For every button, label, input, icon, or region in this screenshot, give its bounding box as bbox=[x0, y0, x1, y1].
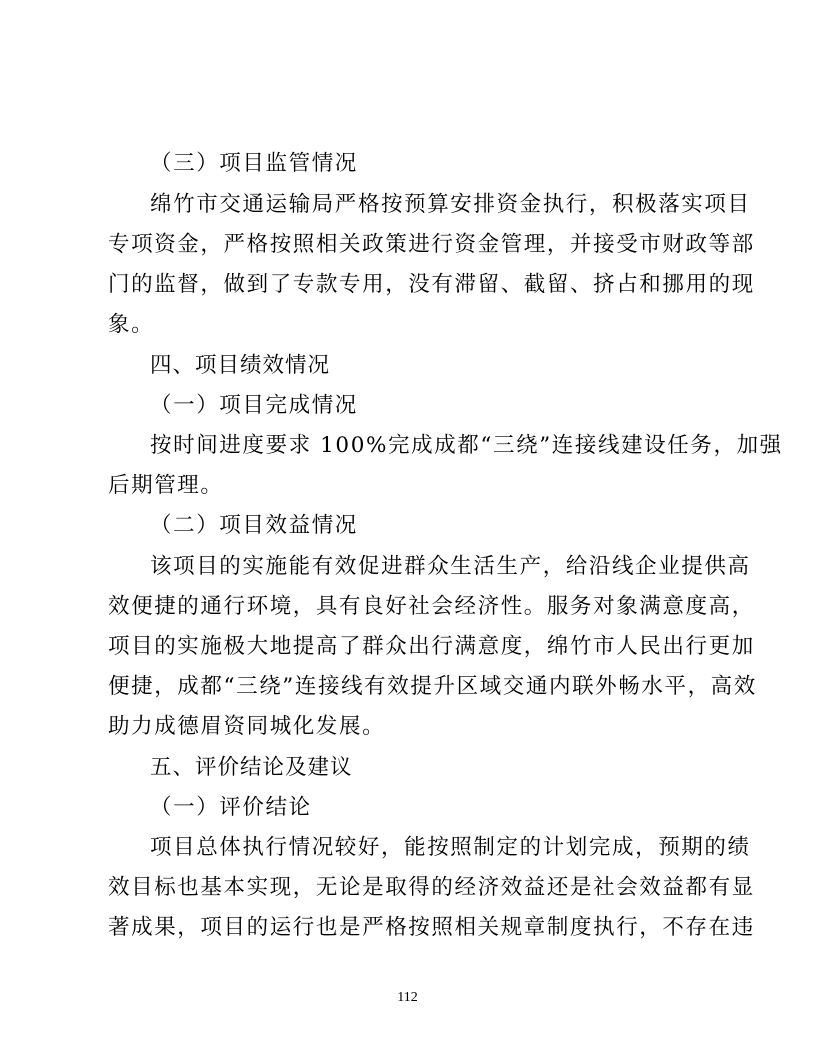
paragraph-line: 象。 bbox=[108, 312, 155, 337]
paragraph-line: 后期管理。 bbox=[108, 473, 224, 498]
paragraph-line: 著成果，项目的运行也是严格按照相关规章制度执行，不存在违 bbox=[108, 915, 755, 940]
paragraph-line: 绵竹市交通运输局严格按预算安排资金执行，积极落实项目 bbox=[150, 192, 751, 217]
heading-project-performance: 四、项目绩效情况 bbox=[150, 353, 331, 378]
paragraph-line: 助力成德眉资同城化发展。 bbox=[108, 714, 386, 739]
paragraph-line: 效便捷的通行环境，具有良好社会经济性。服务对象满意度高， bbox=[108, 594, 755, 619]
subheading-project-supervision: （三）项目监管情况 bbox=[150, 151, 358, 176]
paragraph-line: 效目标也基本实现，无论是取得的经济效益还是社会效益都有显 bbox=[108, 875, 755, 900]
paragraph-line: 项目总体执行情况较好，能按照制定的计划完成，预期的绩 bbox=[150, 835, 751, 860]
paragraph-line: 该项目的实施能有效促进群众生活生产，给沿线企业提供高 bbox=[150, 554, 751, 579]
page-number: 112 bbox=[397, 990, 418, 1005]
paragraph-line: 便捷，成都“三绕”连接线有效提升区域交通内联外畅水平，高效 bbox=[108, 674, 757, 699]
paragraph-line: 门的监督，做到了专款专用，没有滞留、截留、挤占和挪用的现 bbox=[108, 272, 755, 297]
paragraph-line: 按时间进度要求 100%完成成都“三绕”连接线建设任务，加强 bbox=[150, 433, 783, 458]
subheading-project-benefits: （二）项目效益情况 bbox=[150, 513, 358, 538]
subheading-evaluation-conclusion: （一）评价结论 bbox=[150, 795, 312, 820]
heading-evaluation-conclusions: 五、评价结论及建议 bbox=[150, 755, 353, 780]
paragraph-line: 专项资金，严格按照相关政策进行资金管理，并接受市财政等部 bbox=[108, 232, 755, 257]
paragraph-line: 项目的实施极大地提高了群众出行满意度，绵竹市人民出行更加 bbox=[108, 634, 755, 659]
subheading-project-completion: （一）项目完成情况 bbox=[150, 393, 358, 418]
